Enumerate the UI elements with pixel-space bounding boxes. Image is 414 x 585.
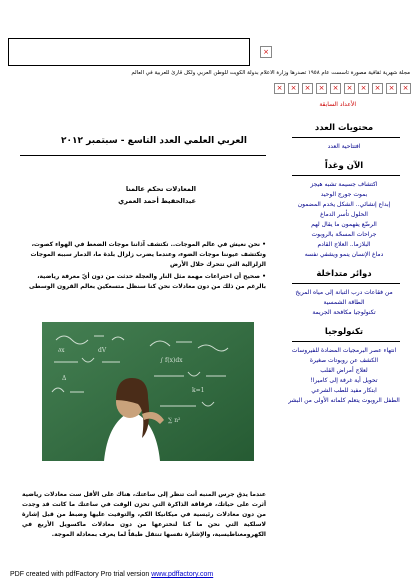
sidebar-section-title: دوائر متداخلة — [316, 269, 372, 279]
sidebar-link[interactable]: الرضّع يفهمون ما يقال لهم — [311, 221, 377, 228]
sidebar-link[interactable]: من فقاعات درب التبانة إلى مياه المريخ — [295, 289, 393, 296]
svg-text:dV: dV — [98, 347, 107, 354]
nav-image-icon[interactable]: × — [400, 83, 411, 94]
sidebar-link[interactable]: تحويل أية غرفة إلى كاميرا! — [310, 377, 378, 384]
footer-text: PDF created with pdfFactory Pro trial version — [10, 571, 152, 578]
sidebar-section-title: الآن وغداً — [324, 161, 364, 171]
sidebar-link[interactable]: دماغ الإنسان ينمو ويشفي نفسه — [304, 251, 384, 258]
sidebar-link[interactable]: انتهاء عصر البرمجيات المضادة للفيروسات — [291, 347, 397, 354]
svg-text:∫ f(x)dx: ∫ f(x)dx — [160, 357, 183, 364]
nav-image-icon[interactable]: × — [344, 83, 355, 94]
sidebar-link[interactable]: الحلول تأسر الدماغ — [320, 211, 368, 218]
bullet-item: • صحيح أن اختراعات مهمة مثل النار والعجلة حدثت من دون أيّ معرفة رياضية، بالرغم من ذلك من دون معادلات نحن كنا سنظل متسعكين بعالم القرون الوسطى — [28, 273, 266, 290]
sidebar-section-title: محتويات العدد — [314, 123, 374, 133]
sidebar-link[interactable]: الطاقة الشمسية — [323, 299, 365, 306]
sidebar-link[interactable]: لعلاج أمراض القلب — [320, 367, 368, 374]
nav-icon-row — [274, 83, 411, 94]
nav-image-icon[interactable]: × — [330, 83, 341, 94]
nav-image-icon[interactable]: × — [274, 83, 285, 94]
sidebar-link[interactable]: البلازما.. العلاج القادم — [317, 241, 371, 248]
svg-text:k=1: k=1 — [192, 387, 205, 394]
article-body: عندما يدق جرس المنبه أنت تنظر إلى ساعتك، هناك على الأقل ست معادلات رياضية أثرت على حياتك، فرقاقة الذاكرة التي تخزن الوقت في ساعتك ما كانت قد وجدت من دون معادلات رئيسية في ميكانيكا الكم، والتوقيت عليها وضبط من قبل إشارة لاسلكية التي نحن ما كنا لنخترعها من دون معادلات ماكسويل الأربع في الكهرومغناطيسية، والإشارة نفسها تنتقل طبقاً لما يعرف بمعادلة الموجة. — [22, 491, 266, 538]
footer-link[interactable]: www.pdffactory.com — [151, 571, 214, 578]
article-heading — [40, 183, 196, 207]
sidebar-link[interactable]: بموت جورج الوحيد — [320, 191, 368, 198]
svg-text:∂x: ∂x — [58, 347, 65, 354]
article-author: عبدالحفيظ أحمد العمري — [118, 197, 196, 205]
article-title: العربي العلمي العدد التاسع - سبتمبر ٢٠١٢ — [61, 136, 247, 146]
nav-image-icon[interactable]: × — [372, 83, 383, 94]
sidebar-link[interactable]: افتتاحية العدد — [327, 143, 361, 150]
sidebar-link[interactable]: تكنولوجيا مكافحة الجريمة — [312, 309, 376, 316]
nav-image-icon[interactable]: × — [302, 83, 313, 94]
sidebar-link[interactable]: جراحات المسحّة بالروبوت — [311, 231, 377, 238]
nav-image-icon[interactable]: × — [288, 83, 299, 94]
nav-image-icon[interactable]: × — [386, 83, 397, 94]
article-photo — [42, 322, 254, 461]
article-bullets — [20, 240, 266, 294]
pdf-footer — [10, 571, 213, 578]
title-divider — [20, 155, 266, 156]
sidebar-link[interactable]: الطفل الروبوت يتعلم كلماته الأولى من البشر — [288, 397, 400, 404]
sidebar-link[interactable]: إبداع إنشائي.. الشكل يخدم المضمون — [297, 201, 391, 208]
svg-text:Δ: Δ — [62, 375, 67, 382]
sidebar — [282, 118, 406, 406]
sidebar-section-title: تكنولوجيا — [324, 327, 364, 337]
svg-text:∑ n²: ∑ n² — [168, 417, 181, 424]
sidebar-link[interactable]: اكتشاف جسيمة تشبه هيجز — [310, 181, 378, 188]
sidebar-link[interactable]: ابتكار مفيد للطب الشرعي — [311, 387, 377, 394]
bullet-item: • نحن نعيش في عالم الموجات.. تكتشف آذاننا موجات الضغط في الهواء كصوت، وتكتشف عيوننا موجات الضوء، وعندما يضرب زلزال بلدة ما، الدمار سببه الموجات الزلزالية التي تتحرك خلال الأرض — [30, 241, 266, 268]
broken-image-icon: × — [260, 46, 272, 58]
sidebar-link[interactable]: الكشف عن روبوتات صغيرة — [309, 357, 379, 364]
previous-issues-link[interactable]: الأعداد السابقة — [319, 101, 356, 108]
nav-image-icon[interactable]: × — [316, 83, 327, 94]
header-tagline: مجلة شهرية ثقافية مصورة تاسست عام ١٩٥٨ تصدرها وزارة الاعلام بدولة الكويت للوطن العربي ولكل قارئ للعربية في العالم — [131, 70, 410, 76]
nav-image-icon[interactable]: × — [358, 83, 369, 94]
header-banner — [8, 38, 250, 66]
article-subtitle: المعادلات تحكم عالمنا — [125, 185, 196, 193]
